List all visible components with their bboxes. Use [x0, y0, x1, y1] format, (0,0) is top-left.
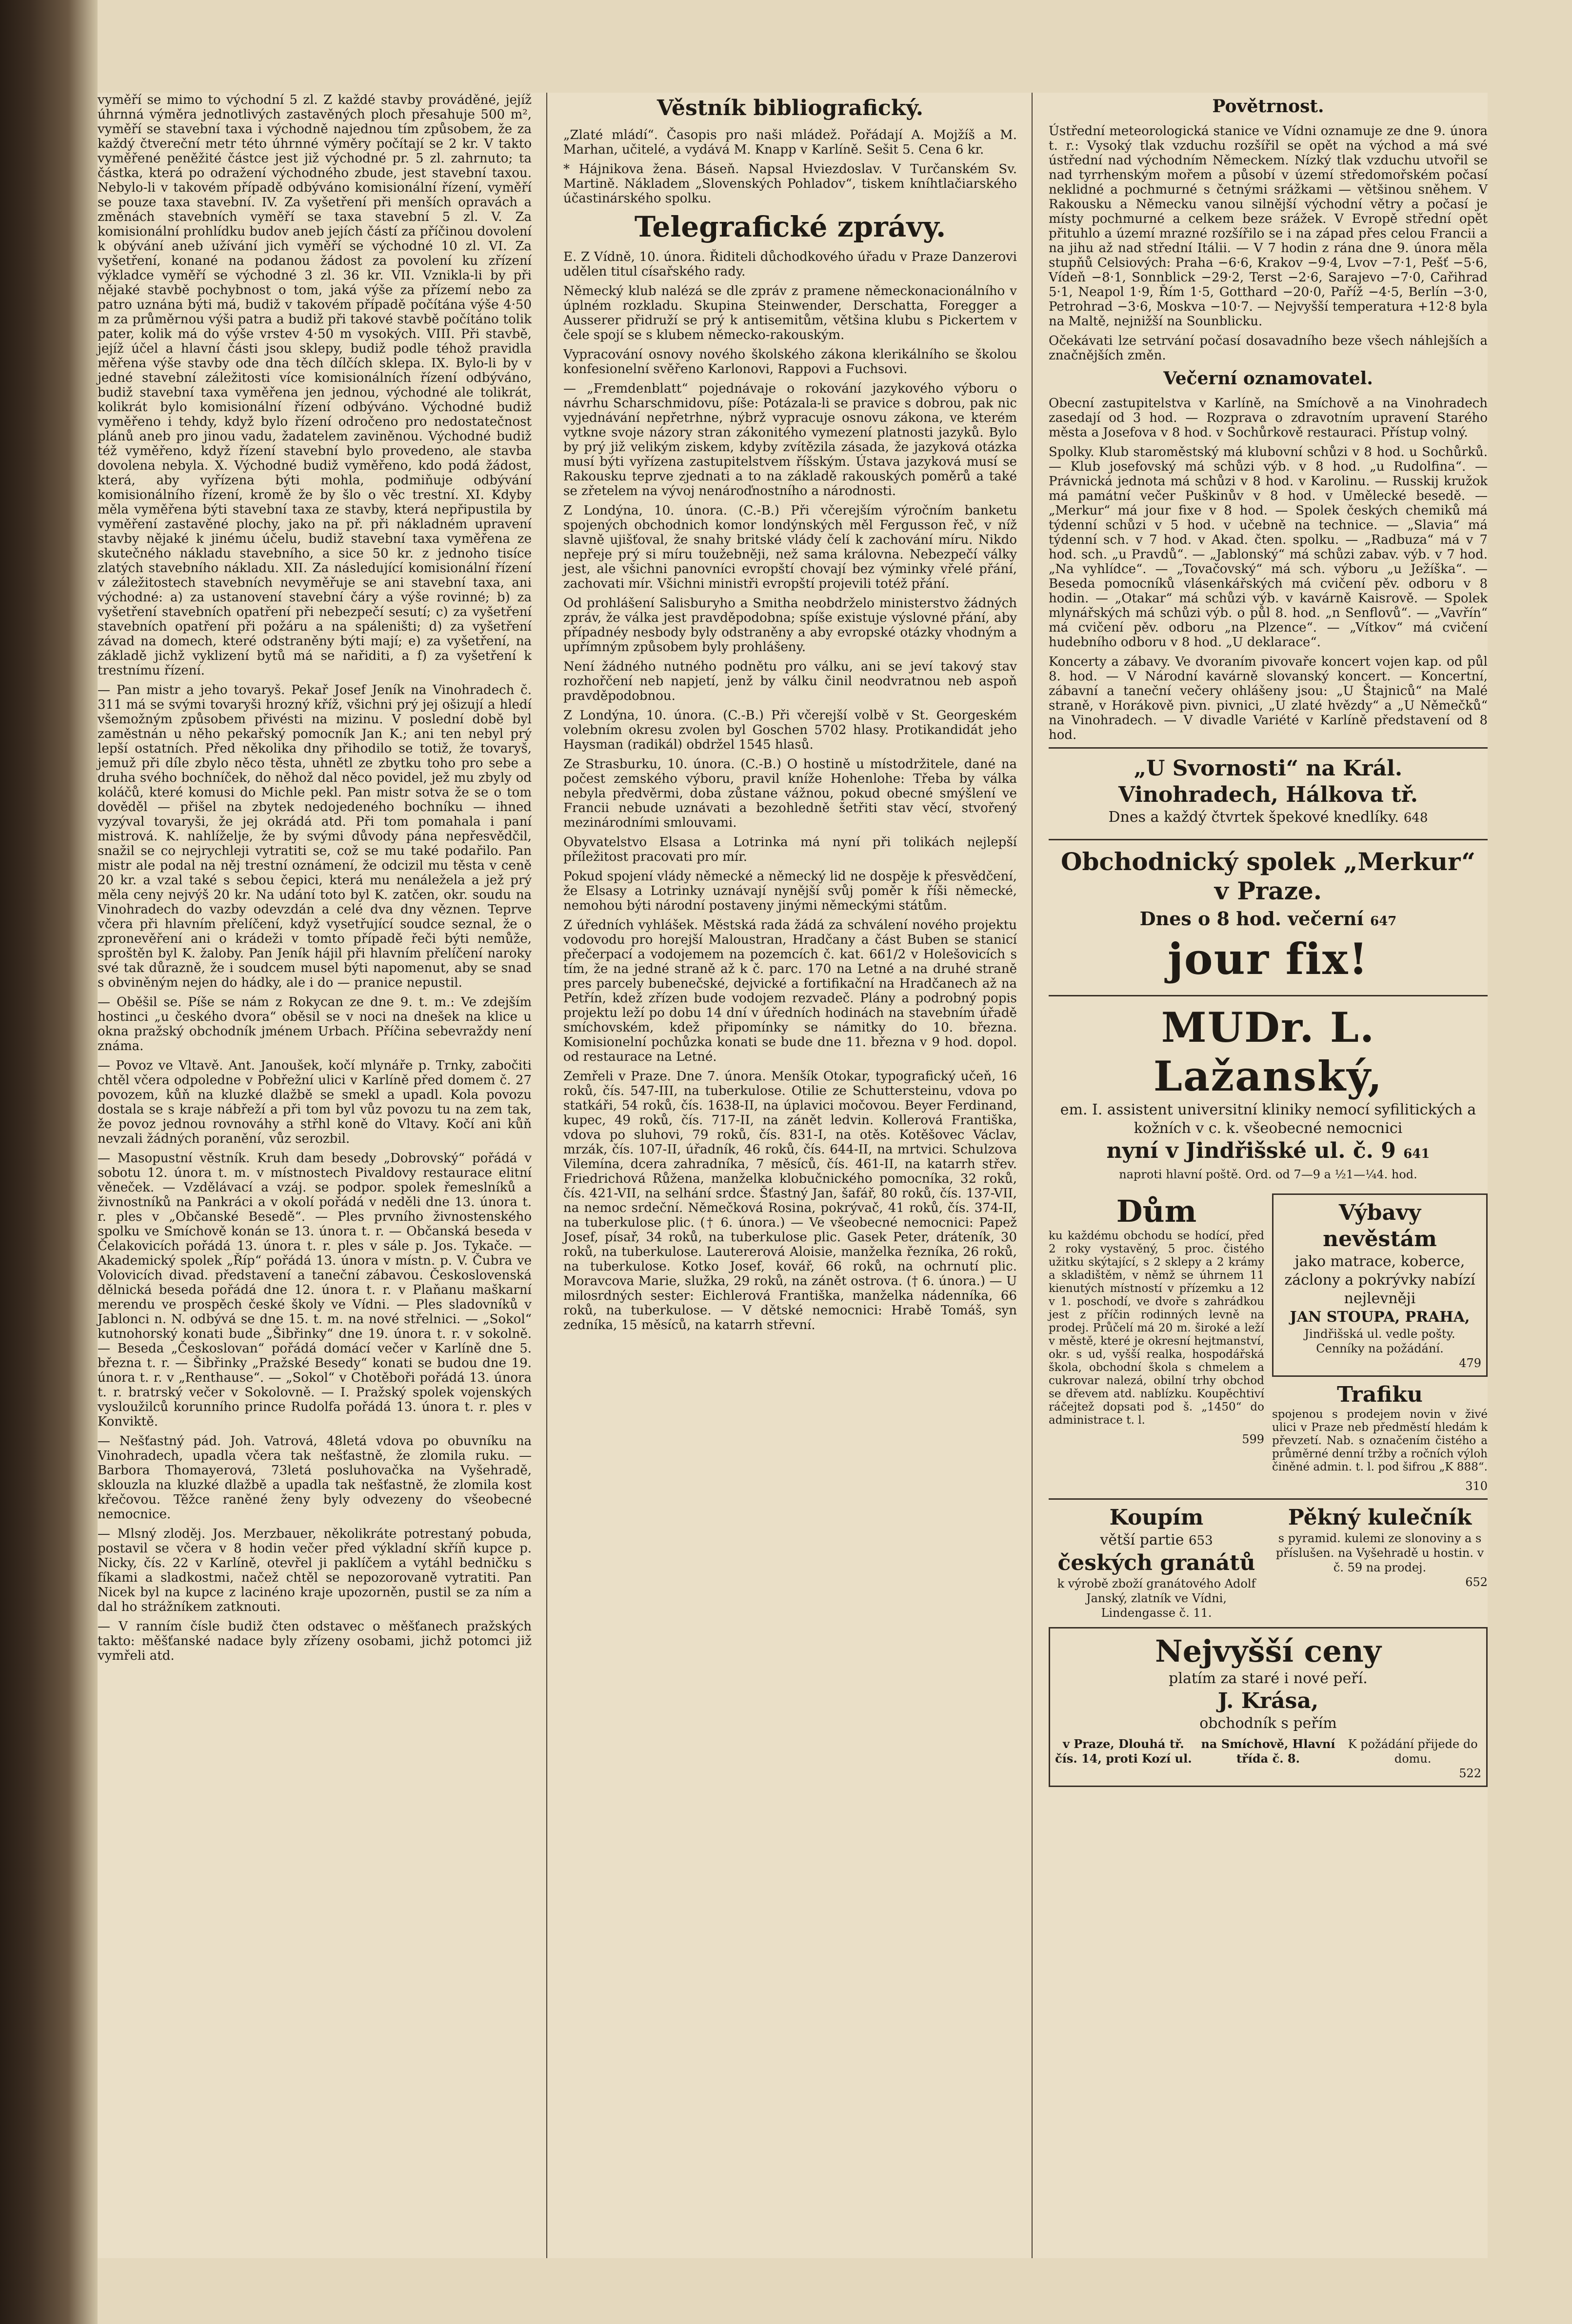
column-middle: [563, 93, 1017, 1337]
ad-text: Dnes o 8 hod. večerní: [1139, 908, 1364, 930]
column-right: [1049, 93, 1488, 1787]
ad-text: platím za staré i nové peří.: [1169, 1670, 1368, 1687]
ad-text: na Smíchově, Hlavní třída č. 8.: [1201, 1737, 1335, 1766]
article-paragraph: Z Londýna, 10. února. (C.-B.) Při včerejší volbě v St. Georgeském volebním okresu zvolen byl Goschen 5702 hlasy. Protikandidát jeho Haysman (radikál) obdržel 1545 hlasů.: [563, 708, 1017, 752]
advertisement: [1049, 995, 1488, 1189]
ad-text: J. Krása,: [1217, 1688, 1319, 1713]
ad-text: v Praze, Dlouhá tř. čís. 14, proti Kozí ul.: [1055, 1737, 1192, 1766]
article-paragraph: — Oběšil se. Píše se nám z Rokycan ze dne 9. t. m.: Ve zdejším hostinci „u českého dvora“ oběsil se v noci na dnešek na klice u okna pražský obchodník jménem Urbach. Příčina sebevraždy není známa.: [98, 995, 532, 1053]
ad-title: Trafiku: [1337, 1382, 1423, 1407]
section-heading: Věstník bibliografický.: [657, 96, 924, 120]
ad-text: K požádání přijede do domu.: [1348, 1737, 1478, 1766]
ad-text: Jindřišská ul. vedle pošty. Cenníky na požádání.: [1304, 1327, 1455, 1355]
ad-number: 310: [1465, 1479, 1488, 1493]
section-heading: Telegrafické zprávy.: [634, 210, 946, 243]
advertisement: [1272, 1505, 1488, 1620]
ad-text: k výrobě zboží granátového Adolf Janský, zlatník ve Vídni, Lindengasse č. 11.: [1057, 1577, 1256, 1620]
ad-title: MUDr. L. Lažanský,: [1153, 1003, 1383, 1100]
article-paragraph: Zemřeli v Praze. Dne 7. února. Menšík Otokar, typografický učeň, 16 roků, čís. 547-III, na tuberkulose. Otilie ze Schuttersteinu, vdova po statkáři, 54 roků, čís. 1638-II, na úplavici močovou. Beyer Ferdinand, kupec, 49 roků, čís. 717-II, na zánět ledvin. Kollerová Františka, vdova po sluhovi, 79 roků, čís. 831-I, na otěs. Kotěšovec Václav, mrzák, čís. 107-II, úřadník, 46 roků, čís. 644-II, na mrtvici. Schulzova Vilemína, dcera zahradníka, 7 měsíců, čís. 461-II, na katarrh střev. Friedrichová Růžena, manželka klobučnického pomocníka, 32 roků, čís. 421-VII, na selhání srdce. Šťastný Jan, šafář, 80 roků, čís. 137-VII, na nemoc srdeční. Němečková Rosina, pokrývač, 41 roků, čís. 374-II, na tuberkulose plic. († 6. února.) — Ve všeobecné nemocnici: Papež Josef, písař, 34 roků, na tuberkulose plic. Gasek Peter, dráteník, 30 roků, na tuberkulose. Lautererová Aloisie, manželka řezníka, 26 roků, na tuberkulose. Kotko Josef, kovář, 66 roků, na ochrnutí plic. Moravcova Marie, služka, 29 roků, na zánět ostrova. († 6. února.) — U milosrdných sester: Eichlerová Františka, manželka nádenníka, 66 roků, na tuberkulose. — V dětské nemocnici: Hrabě Tomáš, syn zedníka, 15 měsíců, na katarrh střevní.: [563, 1069, 1017, 1332]
article-paragraph: E. Z Vídně, 10. února. Řiditeli důchodkového úřadu v Praze Danzerovi udělen titul císařského rady.: [563, 250, 1017, 279]
article-paragraph: Očekávati lze setrvání počasí dosavadního beze všech náhlejších a značnějších změn.: [1049, 334, 1488, 363]
ad-number: 641: [1403, 1147, 1430, 1161]
ad-row: [1055, 1737, 1481, 1766]
article-paragraph: vyměří se mimo to východní 5 zl. Z každé stavby prováděné, jejíž úhrnná výměra jednotlivých zastavěných ploch přesahuje 500 m², vyměří se stavební taxa i východně najednou tím způsobem, že za každý čtvereční metr této úhrnné výměry počítají se 2 kr. V takto vyměřené peněžité částce jest již východné pr. 5 zl. zahrnuto; ta částka, která po odražení východného zbude, jest stavební taxou. Nebylo-li v takovém případě odbýváno komisionální řízení, vyměří se pouze taxa stavební. IV. Za vyšetření při menších opravách a změnách stavebních vyměří se taxa stavební 5 zl. V. Za komisionální prohlídku budov aneb jejích částí za příčinou dovolení k obývání aneb užívání jich vyměří se východné 10 zl. VI. Za vyšetření, konané na podanou žádost za povolení ku zřízení výkladce vyměří se východné 3 zl. 36 kr. VII. Vznikla-li by při nějaké stavbě pochybnost o tom, jaká výše za přízemí nebo za patro uznána býti má, budiž v takovém případě počítána výše 4·50 m za průměrnou výši patra a budiž při takové stavbě počítáno tolik pater, kolik má do výše vrstev 4·50 m vysokých. VIII. Při stavbě, jejíž účel a hlavní části jsou sklepy, budiž podle téhož pravidla měřena výše stavby ode dna těch dílčích sklepa. IX. Bylo-li by v jedné stavební záležitosti více komisionálních řízení odbýváno, budiž stavební taxa vyměřena jen jednou, východné ale tolikrát, kolikrát bylo komisionální řízení odbýváno. Východné budiž vyměřeno i tehdy, když bylo řízení odročeno pro nedostatečnost plánů aneb pro jinou vadu, žadatelem zaviněnou. Východné budiž též vyměřeno, když řízení stavební bylo provedeno, ale stavba dovolena nebyla. X. Východné budiž vyměřeno, kdo podá žádost, která, aby vyřízena býti mohla, podmiňuje odbývání komisionálního řízení, kromě že by šlo o věc trestní. XI. Kdyby měla vyměřena býti stavební taxa ze stavby, která nepřipustila by vyměření zastavěné plochy, jako na př. při nákladném upravení stavby nějaké k jinému účelu, budiž stavební taxa vyměřena ze skutečného nákladu stavebního, a sice 50 kr. z jednoho tisíce zlatých stavebního nákladu. XII. Za následující komisionální řízení v záležitostech stavebních nevyměřuje se ani stavební taxa, ani východné: a) za ustanovení stavební čáry a výše rovinné; b) za vyšetření stavebních opatření při nebezpečí sesutí; c) za vyšetření stavebních opatření při požáru a na spáleništi; d) za vyšetření závad na domech, které odstraněny býti mají; e) za vyšetření, na základě jichž vyklizení bytů má se nařiditi, a f) za vyšetření k trestnímu řízení.: [98, 93, 532, 678]
advertisement: [1272, 1377, 1488, 1498]
article-paragraph: — Povoz ve Vltavě. Ant. Janoušek, kočí mlynáře p. Trnky, zabočiti chtěl včera odpoledne v Pobřežní ulici v Karlíně před domem č. 27 povozem, kůň na kluzké dlažbě se smekl a upadl. Kola povozu dostala se s kraje nábřeží a při tom byl vůz povozu tu na zem tak, že povoz jednou rovnováhy a střhl koně do Vltavy. Kočí ani kůň nevzali žádných poranění, vůz serozbil.: [98, 1058, 532, 1146]
ad-text: ku každému obchodu se hodící, před 2 roky vystavěný, 5 proc. čistého užitku skýtající, s 2 sklepy a 2 krámy a skladištěm, v němž se úhrnem 11 kienutých místností v přízemku a 12 v 1. poschodí, ve dvoře s zahrádkou jest z příčin rodinných levně na prodej. Průčelí má 20 m. široké a leží v městě, které je okresní hejtmanství, okr. s ud, vyšší realka, hospodářská škola, obchodní škola s chmelem a cukrovar nalezá, obilní trhy obchod se dřevem atd. nablízku. Koupěchtiví ráčejtež dopsati pod š. „1450“ do administrace t. l.: [1049, 1230, 1264, 1427]
article-paragraph: Ústřední meteorologická stanice ve Vídni oznamuje ze dne 9. února t. r.: Vysoký tlak vzduchu rozšířil se opět na východ a má své ústřední nad východním Německem. Nízký tlak vzduchu utvořil se nad tyrrhenským mořem a působí v území středomořském počasí neklidné a pochmurné s četnými srážkami — většinou sněhem. V Rakousku a Německu vanou silnější východní větry a počasí je místy pochmurné a celkem beze srážek. V Evropě střední opět přituhlo a území mrazné rozšířilo se i na západ přes celou Francii a na jihu až nad střední Itálii. — V 7 hodin z rána dne 9. února měla stupňů Celsiových: Praha −6·6, Krakov −9·4, Lvov −7·1, Pešť −5·6, Vídeň −8·1, Sonnblick −29·2, Terst −2·6, Sarajevo −7·0, Cařihrad 5·1, Neapol 1·9, Řím 1·5, Gotthard −20·0, Paříž −4·5, Berlín −3·0, Petrohrad −3·6, Moskva −10·7. — Nejvyšší temperatura +12·8 byla na Maltě, nejnižší na Sounblicku.: [1049, 124, 1488, 329]
ad-text: em. I. assistent universitní kliniky nemocí syfilitických a kožních v c. k. všeobecné nemocnici: [1060, 1101, 1476, 1137]
article-paragraph: „Zlaté mládí“. Časopis pro naši mládež. Pořádají A. Mojžíš a M. Marhan, učitelé, a vydává M. Knapp v Karlíně. Sešit 5. Cena 6 kr.: [563, 128, 1017, 157]
article-paragraph: Není žádného nutného podnětu pro válku, ani se jeví takový stav rozhořčení neb napjetí, jenž by válku činil neodvratnou neb aspoň pravděpodobnou.: [563, 659, 1017, 703]
ad-title: Dům: [1116, 1193, 1197, 1229]
column-rule: [546, 93, 547, 2258]
ad-headline: českých granátů: [1057, 1550, 1255, 1575]
article-paragraph: Spolky. Klub staroměstský má klubovní schůzi v 8 hod. u Sochůrků. — Klub josefovský má schůzi výb. v 8 hod. „u Rudolfina“. — Právnická jednota má schůzi v 8 hod. v Karolinu. — Russkij kružok má památní večer Puškinův v 8 hod. v Umělecké besedě. — „Merkur“ má jour fixe v 8 hod. — Spolek českých chemiků má týdenní schůzi v 5 hod. v učebně na technice. — „Slavia“ má týdenní sch. v 7 hod. v Akad. čten. spolku. — „Radbuza“ má v 7 hod. sch. „u Pravdů“. — „Jablonský“ má schůzi zabav. výb. v 7 hod. „Na vyhlídce“. — „Tovačovský“ má sch. výboru „u Ježíška“. — Beseda pomocníků vlásenkářských má cvičení pěv. odboru v 8 hodin. — „Otakar“ má schůzi výb. v kavárně Kaisrově. — Spolek mlynářských má schůzi výb. o půl 8. hod. „n Senflovů“. — „Vavřín“ má cvičení pěv. odboru „na Plzence“. — „Vítkov“ má cvičení hudebního odboru v 8 hod. „U deklarace“.: [1049, 445, 1488, 650]
article-paragraph: — „Fremdenblatt“ pojednávaje o rokování jazykového výboru o návrhu Scharschmidovu, píše: Potázala-li se pravice s dobrou, pak nic vyjednávání nepřetrhne, nýbrž vypracuje osnovu zákona, ve kterém vytkne svoje názory stran zákonitého vymezení platnosti jazyků. Bylo by prý již velikým ziskem, kdyby zvítězila zásada, že jazyková otázka musí býti vyřízena zastupitelstvem říšským. Ústava jazyková musí se Rakousku teprve zjednati a to na základě rakouských poměrů a také se zřetelem na vývoj nenároďnostního a národnosti.: [563, 381, 1017, 498]
ad-title: Nejvyšší ceny: [1155, 1633, 1381, 1669]
article-paragraph: Z Londýna, 10. února. (C.-B.) Při včerejším výročním banketu spojených obchodnich komor londýnských měl Fergusson řeč, v níž slavně ujišťoval, že snahy britské vlády čelí k zachování míru. Nikdo nepřeje prý si míru toužebněji, než sama královna. Nebezpečí války jest, ale všichni panovníci evropští chovají bez výminky vřelé přání, zachovati mír. Všichni ministři evropští projevili totéž přání.: [563, 503, 1017, 591]
ad-headline: jour fix!: [1168, 934, 1369, 984]
ad-number: 648: [1403, 811, 1428, 825]
ad-row: [1049, 1193, 1488, 1498]
ad-text: větší partie: [1100, 1531, 1184, 1549]
ad-number: 652: [1465, 1575, 1488, 1589]
advertisement: [1049, 1627, 1488, 1787]
ad-text: jako matrace, koberce, záclony a pokrývky nabízí nejlevněji: [1284, 1253, 1475, 1307]
article-paragraph: — V ranním čísle budiž čten odstavec o měšťanech pražských takto: měšťanské nadace byly zřízeny osobami, jichž potomci již vymřeli atd.: [98, 1619, 532, 1663]
ad-number: 599: [1242, 1432, 1264, 1446]
ad-title: „U Svornosti“ na Král. Vinohradech, Hálkova tř.: [1118, 756, 1418, 807]
column-left: [98, 93, 532, 1668]
ad-title: Pěkný kulečník: [1288, 1505, 1472, 1530]
ad-text: spojenou s prodejem novin v živé ulici v Praze neb předměstí hledám k převzetí. Nab. s označením čistého a průměrné denní tržby a ročních výloh činěné admin. t. l. pod šifrou „K 888“.: [1272, 1408, 1488, 1473]
article-paragraph: Německý klub nalézá se dle zpráv z pramene německonacionálního v úplném rozkladu. Skupina Steinwender, Derschatta, Foregger a Ausserer přidruží se prý k antisemitům, většina klubu s Pickertem v čele spojí se s klubem německo-rakouským.: [563, 284, 1017, 342]
ad-number: 653: [1189, 1533, 1213, 1548]
article-paragraph: Ze Strasburku, 10. února. (C.-B.) O hostině u místodržitele, dané na počest zemského výboru, pravil kníže Hohenlohe: Třeba by válka nebyla předvěrmi, doba zůstane vážnou, pokud obecné smýšlení ve Francii nebude uznávati a bezohledně šetřiti stav věcí, stvořený mezinárodními smlouvami.: [563, 757, 1017, 830]
binding-shadow: [0, 0, 98, 2324]
ad-number: 479: [1459, 1356, 1481, 1370]
section-heading: Povětrnost.: [1212, 96, 1324, 117]
section-heading: Večerní oznamovatel.: [1163, 368, 1373, 389]
article-paragraph: * Hájnikova žena. Báseň. Napsal Hviezdoslav. V Turčanském Sv. Martině. Nákladem „Slovenských Pohladov“, tiskem kníhtlačiarského účastinárského spolku.: [563, 162, 1017, 206]
ad-text: naproti hlavní poště. Ord. od 7—9 a ½1—¼4. hod.: [1119, 1168, 1417, 1181]
article-paragraph: — Pan mistr a jeho tovaryš. Pekař Josef Jeník na Vinohradech č. 311 má se svými tovaryši hrozný kříž, všichni prý jej ošizují a hledí všemožným způsobem přivésti na mizinu. V poslední době byl zaměstnán u něho pekařský pomocník Jan K.; ani ten nebyl prý lepší ostatních. Před několika dny přihodilo se totiž, že tovaryš, jemuž při díle zbylo něco těsta, uhnětl ze zbytku toho pro sebe a druha svého bochníček, do něhož dal něco povidel, jež mu zbyly od koláčů, které komusi do Michle pekl. Pan mistr sotva že se o tom dověděl — přišel na zbytek nedojedeného bochníku — ihned vyzýval tovaryši, že jej okrádá atd. Při tom pomahala i paní mistrová. K. nahlíželje, že by svými důvody pána nepřesvědčil, snažil se co nejrychleji vytratiti se, což se mu také podařilo. Pan mistr ale podal na něj trestní oznámení, že odcizil mu těsta v ceně 20 kr. a vzal také s sebou čepici, která mu nenáležela a jež prý měla ceny nejvýš 20 kr. Na udání toto byl K. zatčen, okr. soudu na Vinohradech do vazby odevzdán a celé dva dny věznen. Teprve včera při hlavním přelíčení, když vysetřující soudce seznal, že o zpronevěření ani o krádeži v tomto případě řeči býti nemůže, sproštěn byl K. žaloby. Pan Jeník hájil při hlavním přelíčení naroky své tak důrazně, že i soudcem musel býti napomenut, aby se snad s obviněným nejen do hádky, ale i do — pranice nepustil.: [98, 683, 532, 990]
ad-title: Výbavy nevěstám: [1323, 1200, 1437, 1251]
column-rule: [1032, 93, 1033, 2258]
article-paragraph: — Nešťastný pád. Joh. Vatrová, 48letá vdova po obuvníku na Vinohradech, upadla včera tak nešťastně, že zlomila ruku. — Barbora Thomayerová, 73letá posluhovačka na Vyšehradě, sklouzla na kluzké dlažbě a upadla tak nešťastně, že zlomila kost křečovou. Těžce raněné ženy byly odvezeny do všeobecné nemocnice.: [98, 1434, 532, 1522]
advertisement: [1049, 1193, 1264, 1498]
ad-text: JAN STOUPA, PRAHA,: [1290, 1309, 1470, 1326]
ad-text: obchodník s peřím: [1199, 1715, 1337, 1732]
ad-number: 522: [1459, 1767, 1481, 1780]
article-paragraph: Pokud spojení vlády německé a německý lid ne dospěje k přesvědčení, že Elsasy a Lotrinky uznávají nynější svůj poměr k říši německé, nemohou býti národní postaveny jinými německými státům.: [563, 869, 1017, 913]
article-paragraph: — Masopustní věstník. Kruh dam besedy „Dobrovský“ pořádá v sobotu 12. února t. m. v místnostech Pivaldovy restaurace elitní věneček. — Vzdělávací a vzáj. se podpor. spolek řemeslníků a živnostníků na Pankráci a v okolí pořádá v neděli dne 13. února t. r. ples v „Občanské Besedě“. — Ples prvního živnostenského spolku ve Smíchově konán se 13. února t. r. — Občanská beseda v Čelakovicích pořádá 13. února t. r. ples v sále p. Jos. Tykače. — Akademický spolek „Říp“ pořádá 13. února v místn. p. V. Čubra ve Volovicích divad. představení a taneční zábavou. Československá dělnická beseda pořádá dne 12. února t. r. v Plaňanu maškarní merendu ve prospěch české školy ve Vídni. — Ples sladovníků v Jablonci n. N. odbývá se dne 15. t. m. na nové střelnici. — „Sokol“ kutnohorský konati bude „Šibřinky“ dne 19. února t. r. v sokolně. — Beseda „Českoslovan“ pořádá domácí večer v Karlíně dne 5. března t. r. — Šibřinky „Pražské Besedy“ konati se budou dne 19. února t. r. v „Renthause“. — „Sokol“ v Chotěboři pořádá 13. února t. r. bratrský večer v Sokolovně. — I. Pražský spolek vojenských vysloužilců korunního prince Rudolfa pořádá 13. února t. r. ples v Konviktě.: [98, 1151, 532, 1429]
ad-title: Obchodnický spolek „Merkur“ v Praze.: [1060, 847, 1476, 905]
ad-title: Koupím: [1109, 1505, 1204, 1530]
advertisement: [1049, 839, 1488, 990]
ad-text: s pyramid. kulemi ze slonoviny a s příslušen. na Vyšehradě u hostin. v č. 59 na prodej.: [1275, 1531, 1484, 1574]
article-paragraph: Z úředních vyhlášek. Městská rada žádá za schválení nového projektu vodovodu pro horejší Maloustran, Hradčany a část Buben se stanicí přečerpací a vodojemem na pozemcích č. kat. 661/2 v Holešovicích s tím, že na jedné straně až k č. parc. 170 na Letné a na druhé straně pres parcely bubenečské, dejvické a fortifikační na Hradčanech až na Petřín, kdež zřízen bude vodojem rezvadeč. Plány a podrobný popis projektu leží po dobu 14 dní v úředních hodinách na stavebním úřadě smíchovském, kdež připomínky se námitky do 10. března. Komisionelní pochůzka konati se bude dne 11. března v 9 hod. dopol. od restaurace na Letné.: [563, 918, 1017, 1064]
article-paragraph: Od prohlášení Salisburyho a Smitha neobdrželo ministerstvo žádných zpráv, že válka jest pravděpodobna; spíše existuje výslovné přání, aby případnéy nesbody byly odstraněny a aby evropské otázky vhodným a upřímným způsobem byly prohlášeny.: [563, 596, 1017, 655]
advertisement: [1049, 747, 1488, 834]
article-paragraph: Vypracování osnovy nového školského zákona klerikálního se školou konfesionelní svěřeno Karlonovi, Rappovi a Fuchsovi.: [563, 347, 1017, 377]
ad-text: nyní v Jindřišské ul. č. 9: [1106, 1138, 1396, 1163]
ad-stack: [1272, 1193, 1488, 1498]
advertisement: [1049, 1505, 1264, 1620]
article-paragraph: Obyvatelstvo Elsasa a Lotrinka má nyní při tolikách nejlepší příležitost pracovati pro mír.: [563, 835, 1017, 864]
article-paragraph: — Mlsný zloděj. Jos. Merzbauer, několikráte potrestaný pobuda, postavil se včera v 8 hodin večer před výkladní skříň kupce p. Nicky, čís. 22 v Karlíně, otevřel ji paklíčem a vytáhl bedničku s fíkami a sladkostmi, načež chtěl se nepozorovaně vytratiti. Pan Nicek byl na kupce z lacinéno kraje upozorněn, pustil se za ním a dal ho strážníkem zatknouti.: [98, 1527, 532, 1614]
article-paragraph: Obecní zastupitelstva v Karlíně, na Smíchově a na Vinohradech zasedají od 3 hod. — Rozprava o zdravotním upravení Starého města a Josefova v 8 hod. v Sochůrkově restauraci. Přístup volný.: [1049, 396, 1488, 440]
ad-text: Dnes a každý čtvrtek špekové knedlíky.: [1108, 809, 1399, 826]
ad-number: 647: [1370, 914, 1397, 929]
ad-row: [1049, 1498, 1488, 1620]
advertisement: [1272, 1193, 1488, 1377]
article-paragraph: Koncerty a zábavy. Ve dvoraním pivovaře koncert vojen kap. od půl 8. hod. — V Národní kavárně slovanský koncert. — Koncertní, zábavní a taneční večery ohlášeny jsou: „U Štajniců“ na Malé straně, v Horákově pivn. pivnici, „U zlaté hvězdy“ a „U Němečků“ na Vinohradech. — V divadle Variété v Karlíně představení od 8 hod.: [1049, 655, 1488, 742]
newspaper-page: [98, 93, 1488, 2258]
